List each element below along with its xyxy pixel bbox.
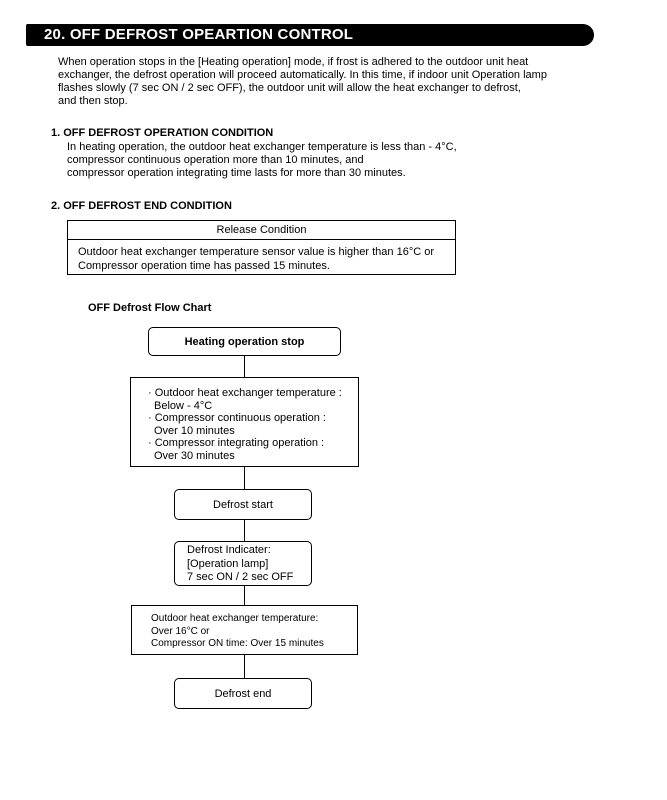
condition-heading: 1. OFF DEFROST OPERATION CONDITION [51, 127, 274, 139]
flow-step-label: Defrost start [213, 498, 273, 511]
flow-step-defrost-end [174, 678, 312, 709]
flow-step-defrost-start [174, 489, 312, 520]
condition-line: compressor continuous operation more than 10 minutes, and [67, 154, 364, 166]
flow-step-line: Outdoor heat exchanger temperature: [151, 613, 319, 624]
flow-step-line: Compressor ON time: Over 15 minutes [151, 638, 324, 649]
intro-line: flashes slowly (7 sec ON / 2 sec OFF), the outdoor unit will allow the heat exchanger to defrost, [58, 82, 521, 94]
connector-line [244, 466, 245, 489]
flow-step-end-conditions [131, 605, 358, 655]
condition-paragraph [67, 141, 457, 180]
flow-step-line: Defrost Indicater: [187, 544, 271, 556]
connector-line [244, 585, 245, 606]
condition-line: compressor operation integrating time lasts for more than 30 minutes. [67, 167, 406, 179]
flow-step-line: [Operation lamp] [187, 557, 269, 570]
flow-step-label: Heating operation stop [184, 335, 305, 348]
flow-step-line: Over 16°C or [151, 625, 210, 637]
connector-line [244, 654, 245, 678]
flow-step-line: Over 30 minutes [154, 449, 235, 462]
flow-step-line: · Compressor continuous operation : [148, 412, 326, 424]
flow-step-line: 7 sec ON / 2 sec OFF [187, 571, 294, 583]
flow-step-line: · Outdoor heat exchanger temperature : [148, 387, 342, 399]
release-condition-table [67, 220, 456, 275]
connector-line [244, 519, 245, 542]
section-header [26, 24, 594, 46]
flow-step-indicator [174, 541, 312, 586]
intro-line: exchanger, the defrost operation will proceed automatically. In this time, if indoor unit Operation lamp [58, 69, 547, 81]
intro-line: and then stop. [58, 95, 128, 107]
flow-step-label: Defrost end [214, 687, 272, 700]
flow-step-line: Over 10 minutes [154, 424, 235, 437]
intro-line: When operation stops in the [Heating operation] mode, if frost is adhered to the outdoor unit heat [58, 56, 529, 68]
section-title: 20. OFF DEFROST OPEARTION CONTROL [44, 26, 354, 43]
table-cell-line: Compressor operation time has passed 15 minutes. [78, 260, 330, 272]
flow-step-line: · Compressor integrating operation : [148, 437, 325, 449]
end-condition-heading: 2. OFF DEFROST END CONDITION [51, 200, 232, 212]
table-cell [78, 245, 434, 273]
flow-step-line: Below - 4°C [154, 399, 213, 412]
table-header: Release Condition [68, 221, 455, 240]
connector-line [244, 355, 245, 378]
flow-step-conditions [130, 377, 359, 467]
flow-chart-title: OFF Defrost Flow Chart [88, 302, 212, 314]
condition-line: In heating operation, the outdoor heat exchanger temperature is less than - 4°C, [67, 141, 457, 153]
flow-step-heating-stop [148, 327, 341, 356]
intro-paragraph [58, 56, 547, 108]
table-cell-line: Outdoor heat exchanger temperature sensor value is higher than 16°C or [78, 246, 434, 258]
